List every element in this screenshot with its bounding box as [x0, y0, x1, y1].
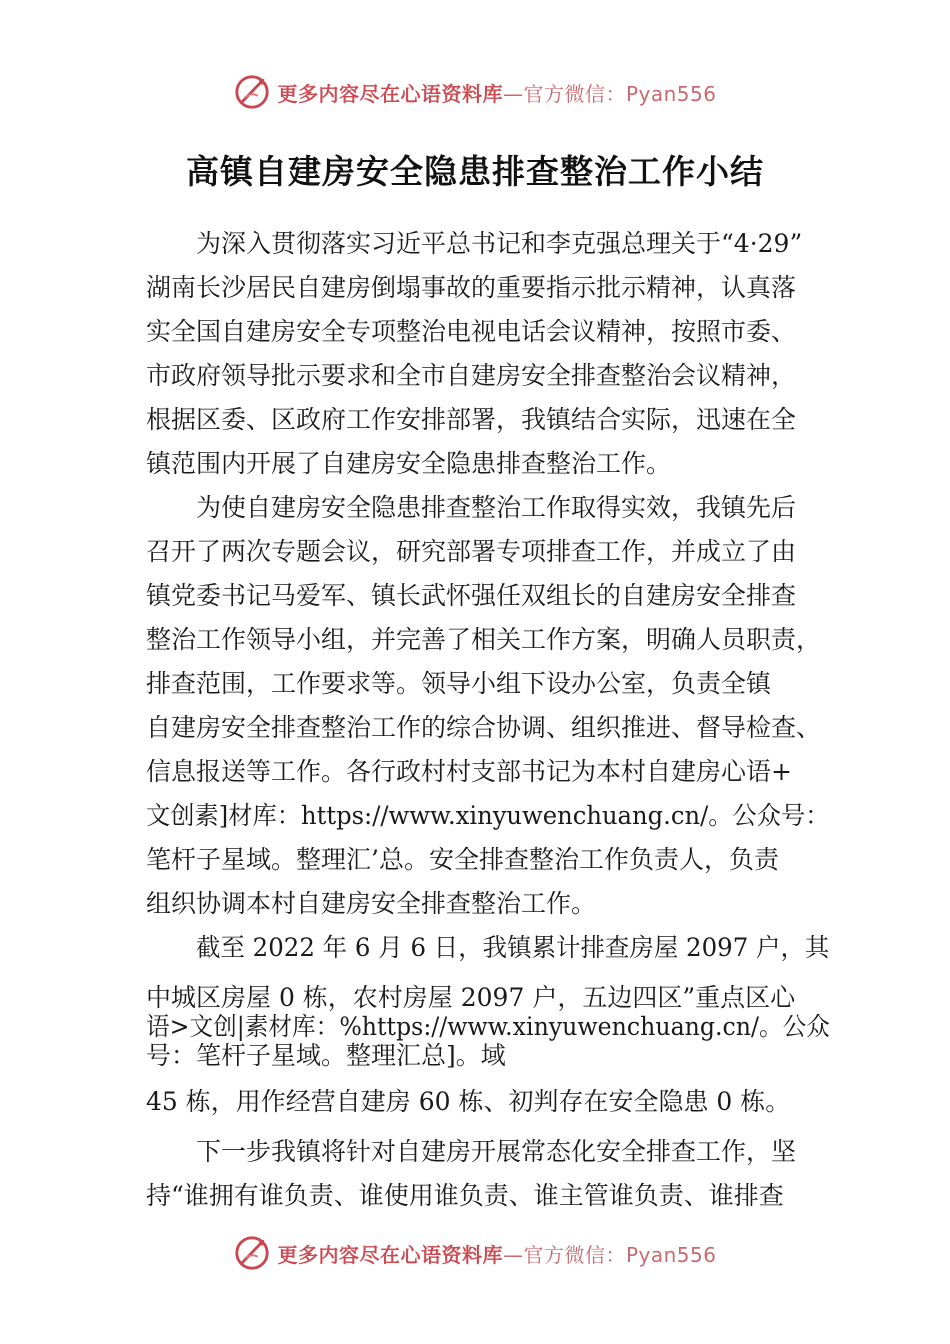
pen-logo-icon	[233, 73, 271, 111]
footer-banner-rest: —官方微信：Pyan556	[502, 1242, 717, 1267]
footer-banner-bold: 更多内容尽在心语资料库	[277, 1242, 503, 1267]
footer-banner-text	[277, 1239, 716, 1268]
pen-logo-icon	[233, 1234, 271, 1272]
header-banner-bold: 更多内容尽在心语资料库	[277, 81, 503, 106]
paragraph-line: 镇范围内开展了自建房安全隐患排查整治工作。	[146, 449, 672, 478]
paragraph-line: 排查范围，工作要求等。领导小组下设办公室，负责全镇	[146, 669, 772, 698]
header-banner-text	[277, 78, 716, 107]
paragraph-line: 召开了两次专题会议，研究部署专项排查工作，并成立了由	[146, 537, 797, 566]
footer-banner	[0, 1231, 950, 1275]
paragraph-line: 湖南长沙居民自建房倒塌事故的重要指示批示精神，认真落	[146, 273, 797, 302]
paragraph-line: 持“谁拥有谁负责、谁使用谁负责、谁主管谁负责、谁排查	[146, 1181, 784, 1210]
paragraph-line: 信息报送等工作。各行政村村支部书记为本村自建房心语+	[146, 757, 792, 786]
paragraph-line: 为深入贯彻落实习近平总书记和李克强总理关于“4·29”	[196, 229, 803, 258]
document-title: 高镇自建房安全隐患排查整治工作小结	[186, 152, 764, 191]
paragraph-line: 文创素]材库：https://www.xinyuwenchuang.cn/。公众号：	[146, 801, 830, 830]
paragraph-line: 语>文创|素材库：%https://www.xinyuwenchuang.cn/。公众	[146, 1012, 830, 1041]
paragraph-line: 笔杆子星域。整理汇’总。安全排查整治工作负责人，负责	[146, 845, 779, 874]
paragraph-line: 自建房安全排查整治工作的综合协调、组织推进、督导检查、	[146, 713, 822, 742]
paragraph-line: 整治工作领导小组，并完善了相关工作方案，明确人员职责，	[146, 625, 822, 654]
paragraph-line: 为使自建房安全隐患排查整治工作取得实效，我镇先后	[196, 493, 797, 522]
paragraph-line: 中城区房屋 0 栋，农村房屋 2097 户，五边四区”重点区心	[146, 983, 796, 1012]
paragraph-line: 实全国自建房安全专项整治电视电话会议精神，按照市委、	[146, 317, 797, 346]
paragraph-line: 截至 2022 年 6 月 6 日，我镇累计排查房屋 2097 户，其	[196, 933, 830, 962]
paragraph-line: 根据区委、区政府工作安排部署，我镇结合实际，迅速在全	[146, 405, 797, 434]
header-banner	[0, 70, 950, 114]
paragraph-line: 号：笔杆子星域。整理汇总]。域	[146, 1041, 506, 1070]
header-banner-rest: —官方微信：Pyan556	[502, 81, 717, 106]
paragraph-line: 下一步我镇将针对自建房开展常态化安全排查工作，坚	[196, 1137, 797, 1166]
paragraph-line: 45 栋，用作经营自建房 60 栋、初判存在安全隐患 0 栋。	[146, 1087, 791, 1116]
paragraph-line: 市政府领导批示要求和全市自建房安全排查整治会议精神，	[146, 361, 797, 390]
paragraph-line: 组织协调本村自建房安全排查整治工作。	[146, 889, 597, 918]
paragraph-line: 镇党委书记马爱军、镇长武怀强任双组长的自建房安全排查	[146, 581, 797, 610]
